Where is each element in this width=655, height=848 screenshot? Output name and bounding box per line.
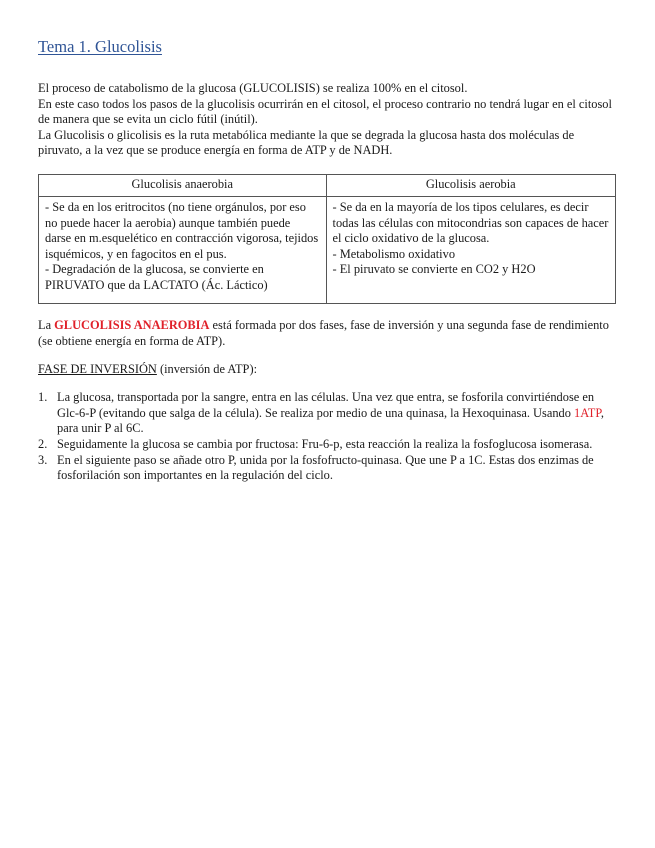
table-header-row	[39, 174, 616, 196]
intro-paragraph-3: La Glucolisis o glicolisis es la ruta metabólica mediante la que se degrada la glucosa hasta dos moléculas de piruvato, a la vez que se produce energía en forma de ATP y de NADH.	[38, 127, 575, 158]
step-text: En el siguiente paso se añade otro P, unida por la fosfofructo-quinasa. Que une P a 1C. Estas dos enzimas de fosforilación son importantes en la regulación del ciclo.	[57, 452, 594, 483]
page-title: Tema 1. Glucolisis	[38, 37, 162, 56]
list-item	[38, 453, 618, 484]
intro-paragraph-2: En este caso todos los pasos de la glucolisis ocurrirán en el citosol, el proceso contrario no tendrá lugar en el citosol de manera que se evita un ciclo fútil (inútil).	[38, 96, 612, 127]
anaerobia-item: - Se da en los eritrocitos (no tiene orgánulos, por eso no puede hacer la aerobia) aunque también puede darse en m.esquelético en contracción vigorosa, tejidos isquémicos, y en fagocitos en el pus.	[45, 199, 319, 261]
cell-aerobia	[326, 196, 616, 303]
aerobia-item: - El piruvato se convierte en CO2 y H2O	[332, 262, 536, 277]
header-aerobia: Glucolisis aerobia	[326, 174, 616, 196]
fase-heading-rest: (inversión de ATP):	[156, 362, 258, 377]
list-item	[38, 437, 618, 453]
anaerobia-prefix: La	[38, 317, 55, 332]
intro-paragraph-1: El proceso de catabolismo de la glucosa (GLUCOLISIS) se realiza 100% en el citosol.	[38, 81, 468, 95]
anaerobia-paragraph	[38, 318, 618, 349]
step-number: 3.	[38, 452, 48, 467]
cell-anaerobia	[39, 196, 327, 303]
aerobia-item: - Metabolismo oxidativo	[332, 246, 456, 261]
aerobia-item: - Se da en la mayoría de los tipos celulares, es decir todas las células con mitocondrias son capaces de hacer el ciclo oxidativo de la glucosa.	[332, 199, 609, 246]
step-number: 2.	[38, 436, 48, 451]
anaerobia-suffix: está formada por dos fases, fase de inversión y una segunda fase de rendimiento (se obtiene energía en forma de ATP).	[38, 317, 609, 348]
header-anaerobia: Glucolisis anaerobia	[39, 174, 327, 196]
document-page	[38, 36, 618, 484]
fase-heading	[38, 362, 618, 378]
list-item	[38, 390, 618, 437]
step-text: Seguidamente la glucosa se cambia por fructosa: Fru-6-p, esta reacción la realiza la fosfoglucosa isomerasa.	[57, 436, 593, 451]
fase-steps-list	[38, 390, 618, 484]
anaerobia-item: - Degradación de la glucosa, se convierte en PIRUVATO que da LACTATO (Ác. Láctico)	[45, 262, 268, 292]
step-text: La glucosa, transportada por la sangre, entra en las células. Una vez que entra, se fosforila convirtiéndose en Glc-6-P (evitando que salga de la célula). Se realiza por medio de una quinasa, la Hexoquinasa. Usando	[57, 390, 595, 420]
anaerobia-highlight: GLUCOLISIS ANAEROBIA	[54, 317, 210, 332]
comparison-table	[38, 174, 616, 304]
fase-heading-underlined: FASE DE INVERSIÓN	[38, 362, 157, 377]
table-row	[39, 196, 616, 303]
step-number: 1.	[38, 390, 48, 405]
step-highlight: 1ATP	[574, 405, 601, 420]
step-text-after: , para unir P al 6C.	[57, 405, 604, 436]
